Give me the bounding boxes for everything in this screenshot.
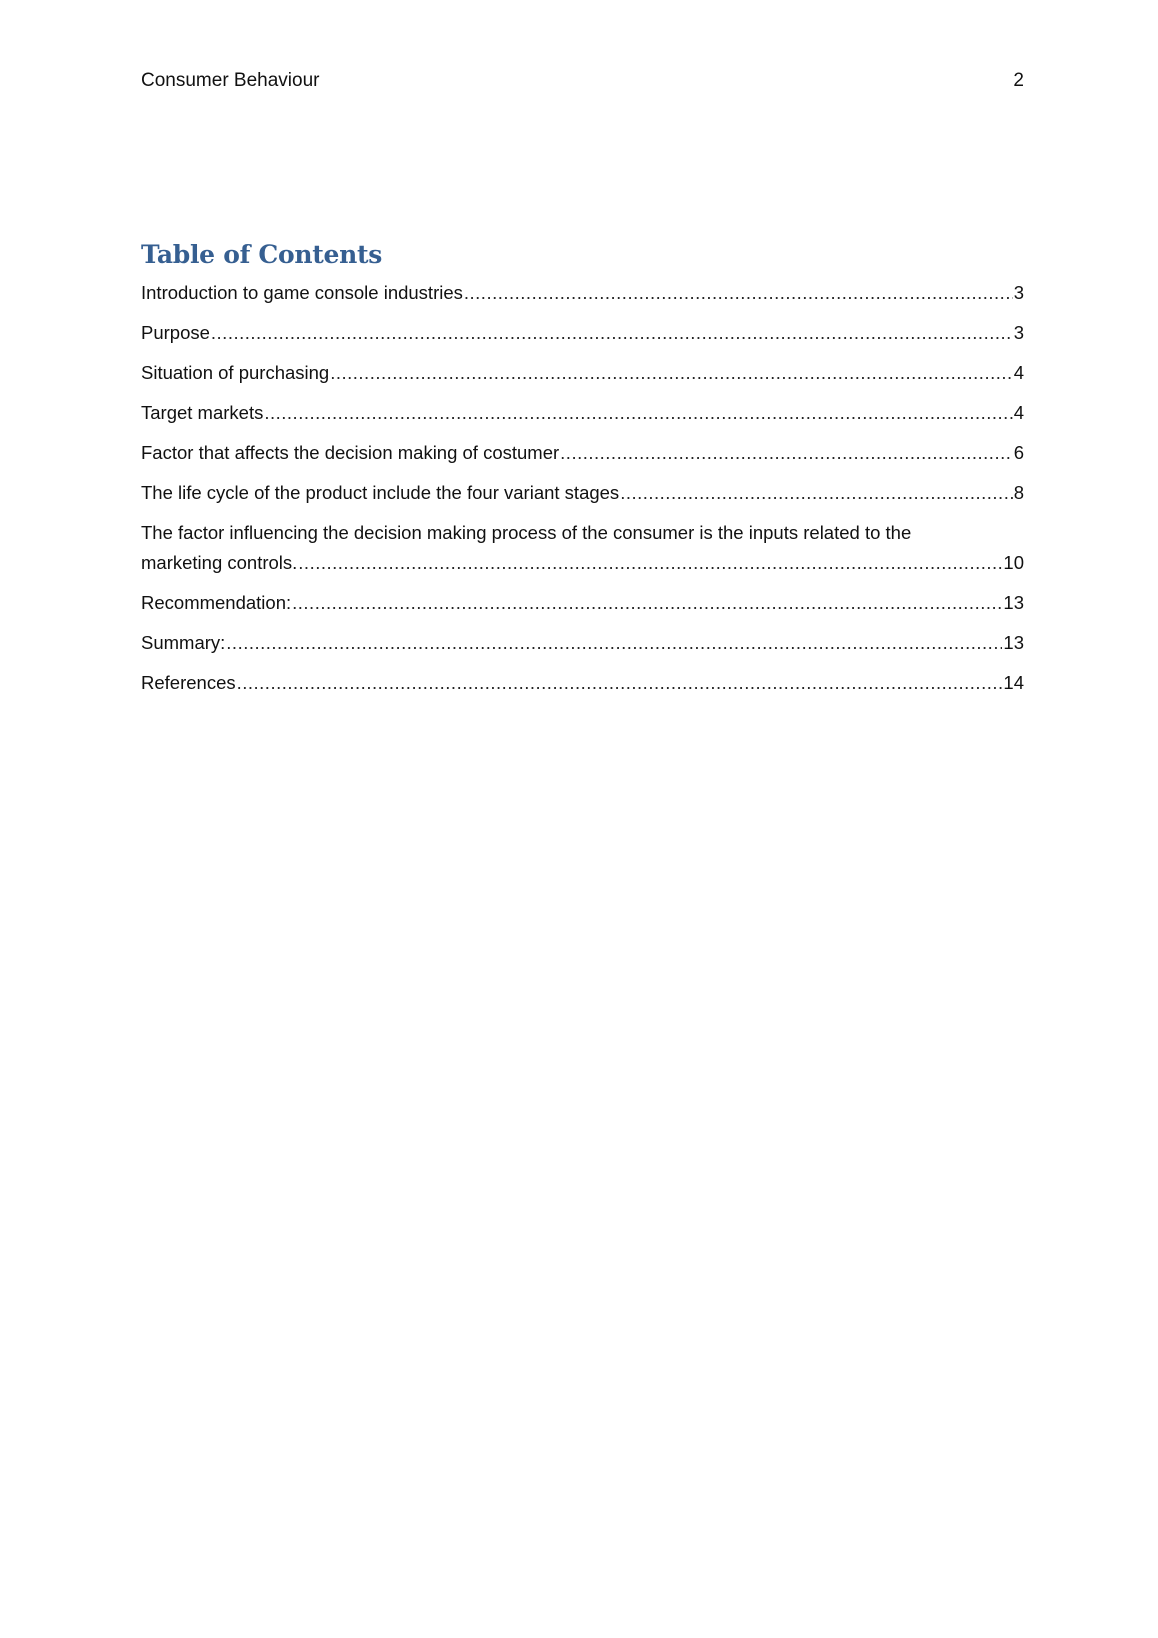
toc-entry-page: 4 — [1013, 362, 1024, 383]
dot-leader — [298, 548, 1002, 578]
toc-entry-page: 4 — [1013, 402, 1024, 423]
toc-entry-recommendation[interactable] — [141, 588, 1024, 618]
toc-entry-summary[interactable] — [141, 628, 1024, 658]
toc-entry-label: Introduction to game console industries — [141, 282, 463, 303]
toc-entry-label-line2: marketing controls. — [141, 552, 298, 573]
dot-leader — [211, 318, 1013, 348]
dot-leader — [237, 668, 1003, 698]
dot-leader — [264, 398, 1012, 428]
toc-entry-label: Recommendation: — [141, 592, 292, 613]
toc-entry-page: 13 — [1003, 592, 1024, 613]
toc-entry-decision-factors[interactable] — [141, 438, 1024, 468]
toc-entry-product-life-cycle[interactable] — [141, 478, 1024, 508]
toc-entry-label: Factor that affects the decision making of costumer — [141, 442, 560, 463]
toc-entry-label: Situation of purchasing — [141, 362, 330, 383]
toc-entry-label: The life cycle of the product include the four variant stages — [141, 482, 620, 503]
toc-entry-line2 — [141, 548, 1024, 578]
toc-entry-page: 3 — [1013, 282, 1024, 303]
page-header — [141, 70, 1024, 96]
dot-leader — [292, 588, 1002, 618]
dot-leader — [226, 628, 1002, 658]
toc-entry-page: 14 — [1003, 672, 1024, 693]
toc-entry-label: References — [141, 672, 236, 693]
toc-entry-label: Summary: — [141, 632, 226, 653]
toc-entry-purpose[interactable] — [141, 318, 1024, 348]
toc-entry-page: 13 — [1003, 632, 1024, 653]
table-of-contents — [141, 238, 1024, 708]
toc-entry-page: 10 — [1003, 552, 1024, 573]
toc-entry-label-line1: The factor influencing the decision making process of the consumer is the inputs related to the — [141, 522, 912, 543]
running-title: Consumer Behaviour — [141, 70, 320, 91]
page-number: 2 — [1013, 70, 1024, 91]
toc-entry-page: 8 — [1013, 482, 1024, 503]
toc-entry-page: 3 — [1013, 322, 1024, 343]
toc-entry-influencing-factors[interactable] — [141, 518, 1024, 578]
dot-leader — [330, 358, 1012, 388]
dot-leader — [620, 478, 1013, 508]
toc-entry-page: 6 — [1013, 442, 1024, 463]
dot-leader — [560, 438, 1013, 468]
toc-entry-references[interactable] — [141, 668, 1024, 698]
toc-entry-label: Target markets — [141, 402, 264, 423]
toc-entry-label: Purpose — [141, 322, 210, 343]
toc-entry-target-markets[interactable] — [141, 398, 1024, 428]
toc-heading: Table of Contents — [141, 240, 383, 269]
toc-entry-introduction[interactable] — [141, 278, 1024, 308]
toc-entry-situation-of-purchasing[interactable] — [141, 358, 1024, 388]
dot-leader — [464, 278, 1013, 308]
